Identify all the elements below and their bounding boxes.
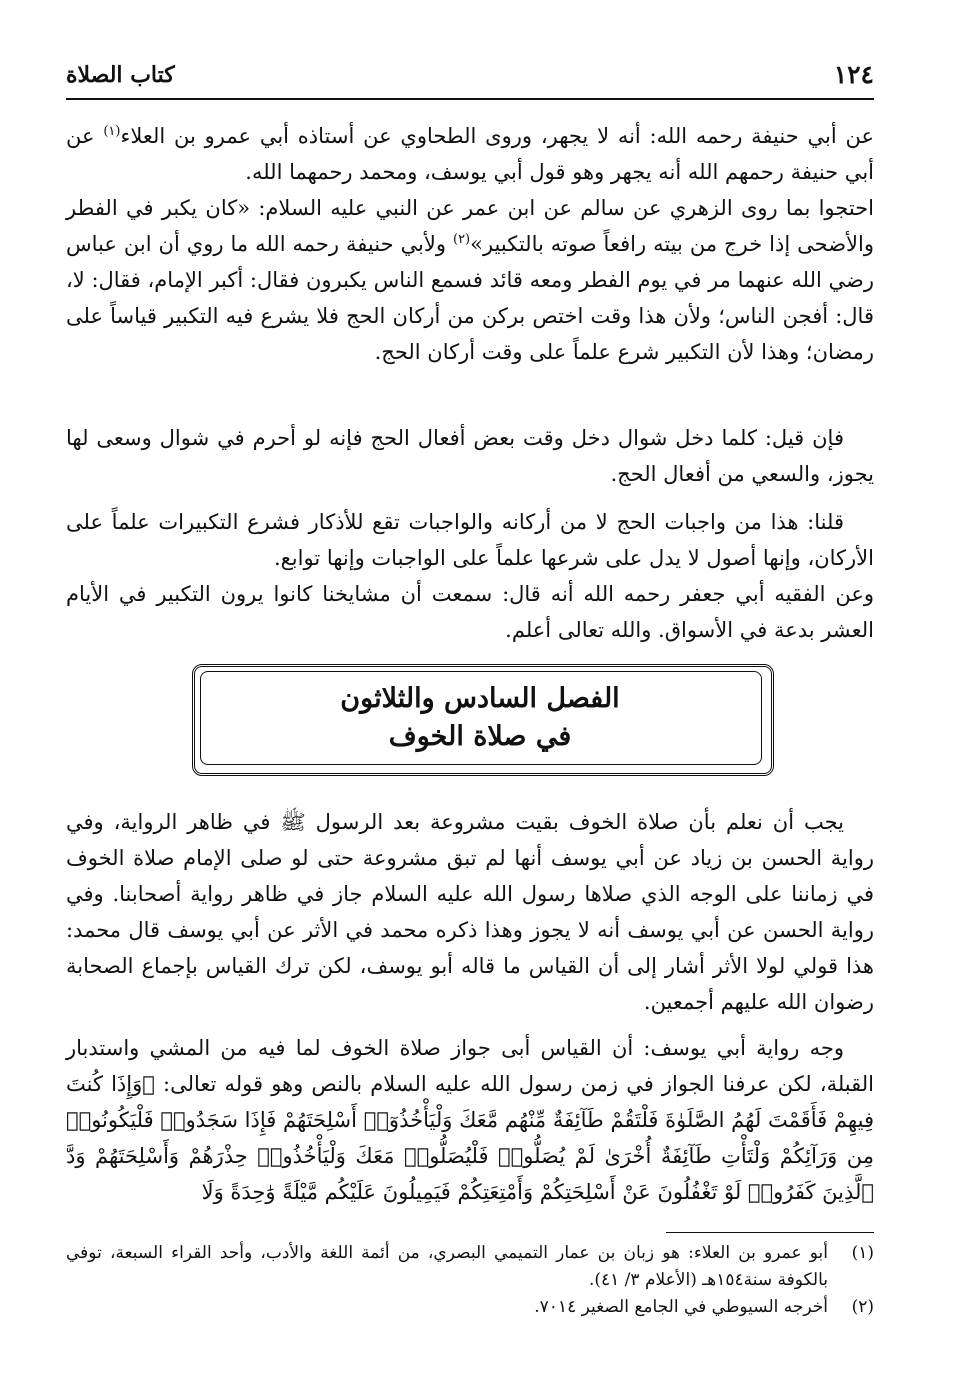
footnote-number: (١) [851, 1243, 874, 1263]
page-number: ١٢٤ [833, 60, 874, 89]
paragraph-5: وعن الفقيه أبي جعفر رحمه الله أنه قال: سمعت أن مشايخنا كانوا يرون التكبير في الأيام العشر بدعة في الأسواق. والله تعالى أعلم. [66, 582, 874, 642]
paragraph-2: احتجوا بما روى الزهري عن سالم عن ابن عمر عن النبي عليه السلام: «كان يكبر في الفطر والأضحى إذا خرج من بيته رافعاً صوته بالتكبير»$^{(٢)}$ ولأبي حنيفة رحمه الله ما روي أن ابن عباس رضي الله عنهما مر في يوم الفطر ومعه قائد فسمع الناس يكبرون فقال: أكبر الإمام، فقال: لا، قال: أفجن الناس؛ ولأن هذا وقت اختص بركن من أركان الحج فلا يشرع فيه التكبير قياساً على رمضان؛ وهذا لأن التكبير شرع علماً على وقت أركان الحج. [66, 196, 874, 364]
chapter-heading [200, 680, 760, 756]
footnote-item [66, 1240, 874, 1294]
header-divider [66, 98, 874, 100]
paragraph-group-2 [66, 420, 874, 492]
paragraph-group-3 [66, 504, 874, 648]
chapter-heading-line-1: الفصل السادس والثلاثون [340, 683, 620, 714]
running-title: كتاب الصلاة [66, 62, 175, 88]
page-header [66, 52, 874, 96]
footnote-item [66, 1294, 874, 1321]
paragraph-4: قلنا: هذا من واجبات الحج لا من أركانه والواجبات تقع للأذكار فشرع التكبيرات علماً على الأركان، وإنها أصول لا يدل على شرعها علماً على الواجبات وإنها توابع. [66, 510, 874, 570]
paragraph-group-4 [66, 804, 874, 1020]
paragraph-group-1 [66, 118, 874, 370]
paragraph-7: وجه رواية أبي يوسف: أن القياس أبى جواز صلاة الخوف لما فيه من المشي واستدبار القبلة، لكن عرفنا الجواز في زمن رسول الله عليه السلام بالنص وهو قوله تعالى: ﴿وَإِذَا كُنتَ فِيهِمْ فَأَقَمْتَ لَهُمُ الصَّلَوٰةَ فَلْتَقُمْ طَآئِفَةٌ مِّنْهُم مَّعَكَ وَلْيَأْخُذُوٓا۟ أَسْلِحَتَهُمْ فَإِذَا سَجَدُوا۟ فَلْيَكُونُوا۟ مِن وَرَآئِكُمْ وَلْتَأْتِ طَآئِفَةٌ أُخْرَىٰ لَمْ يُصَلُّوا۟ فَلْيُصَلُّوا۟ مَعَكَ وَلْيَأْخُذُوا۟ حِذْرَهُمْ وَأَسْلِحَتَهُمْ وَدَّ ٱلَّذِينَ كَفَرُوا۟ لَوْ تَغْفُلُونَ عَنْ أَسْلِحَتِكُمْ وَأَمْتِعَتِكُمْ فَيَمِيلُونَ عَلَيْكُم مَّيْلَةً وَٰحِدَةً وَلَا [66, 1036, 874, 1204]
footnote-ref-2[interactable]: (٢) [452, 232, 471, 247]
footnote-divider [666, 1232, 874, 1233]
paragraph-1: عن أبي حنيفة رحمه الله: أنه لا يجهر، وروى الطحاوي عن أستاذه أبي عمرو بن العلاء$^{(١)}$ عن أبي حنيفة رحمهم الله أنه يجهر وهو قول أبي يوسف، ومحمد رحمهما الله. [66, 124, 874, 184]
footnote-number: (٢) [851, 1297, 874, 1317]
paragraph-3: فإن قيل: كلما دخل شوال دخل وقت بعض أفعال الحج فإنه لو أحرم في شوال وسعى لها يجوز، والسعي من أفعال الحج. [66, 426, 874, 486]
paragraph-group-5 [66, 1030, 874, 1210]
footnotes [66, 1240, 874, 1321]
chapter-heading-line-2: في صلاة الخوف [388, 721, 572, 752]
footnote-ref-1[interactable]: (١) [103, 124, 121, 139]
footnote-text: أبو عمرو بن العلاء: هو زبان بن عمار التميمي البصري، من أئمة اللغة والأدب، وأحد القراء السبعة، توفي بالكوفة سنة١٥٤هـ (الأعلام ٣/ ٤١). [66, 1243, 828, 1290]
paragraph-6: يجب أن نعلم بأن صلاة الخوف بقيت مشروعة بعد الرسول ﷺ في ظاهر الرواية، وفي رواية الحسن بن زياد عن أبي يوسف أنها لم تبق مشروعة حتى لو صلى الإمام صلاة الخوف في زماننا على الوجه الذي صلاها رسول الله عليه السلام جاز في ظاهر رواية أصحابنا. وفي رواية الحسن عن أبي يوسف أنه لا يجوز وهذا ذكره محمد في الأثر عن أبي يوسف قال محمد: هذا قولي لولا الأثر أشار إلى أن القياس ما قاله أبو يوسف، لكن ترك القياس بإجماع الصحابة رضوان الله عليهم أجمعين. [66, 810, 874, 1014]
footnote-text: أخرجه السيوطي في الجامع الصغير ٧٠١٤. [534, 1297, 828, 1317]
